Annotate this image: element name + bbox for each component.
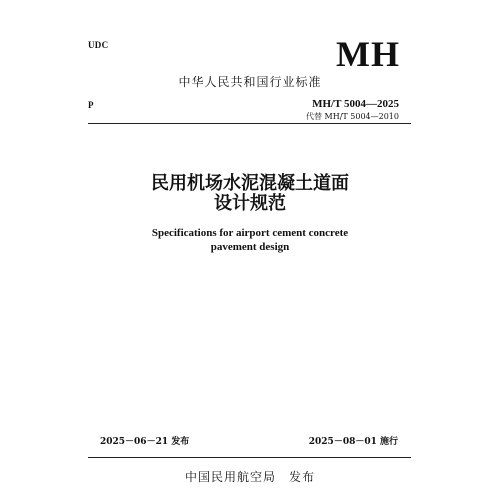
standard-type-heading: 中华人民共和国行业标准	[178, 75, 322, 89]
title-english-line1: Specifications for airport cement concrete	[151, 227, 349, 239]
mh-mark: MH	[336, 34, 400, 74]
top-divider	[88, 123, 411, 124]
classification-code: P	[88, 100, 94, 110]
title-english-line2: pavement design	[210, 241, 290, 253]
title-chinese-line2: 设计规范	[214, 193, 286, 214]
publisher: 中国民用航空局 发布	[184, 470, 315, 484]
replaces-note: 代替 MH/T 5004—2010	[305, 112, 399, 121]
udc-label: UDC	[88, 40, 109, 50]
standard-number: MH/T 5004—2025	[312, 98, 399, 110]
implementation-date: 2025－08－01 施行	[308, 437, 398, 447]
bottom-divider	[88, 457, 411, 458]
title-chinese-line1: 民用机场水泥混凝土道面	[151, 173, 349, 194]
issue-date: 2025－06－21 发布	[100, 437, 190, 447]
